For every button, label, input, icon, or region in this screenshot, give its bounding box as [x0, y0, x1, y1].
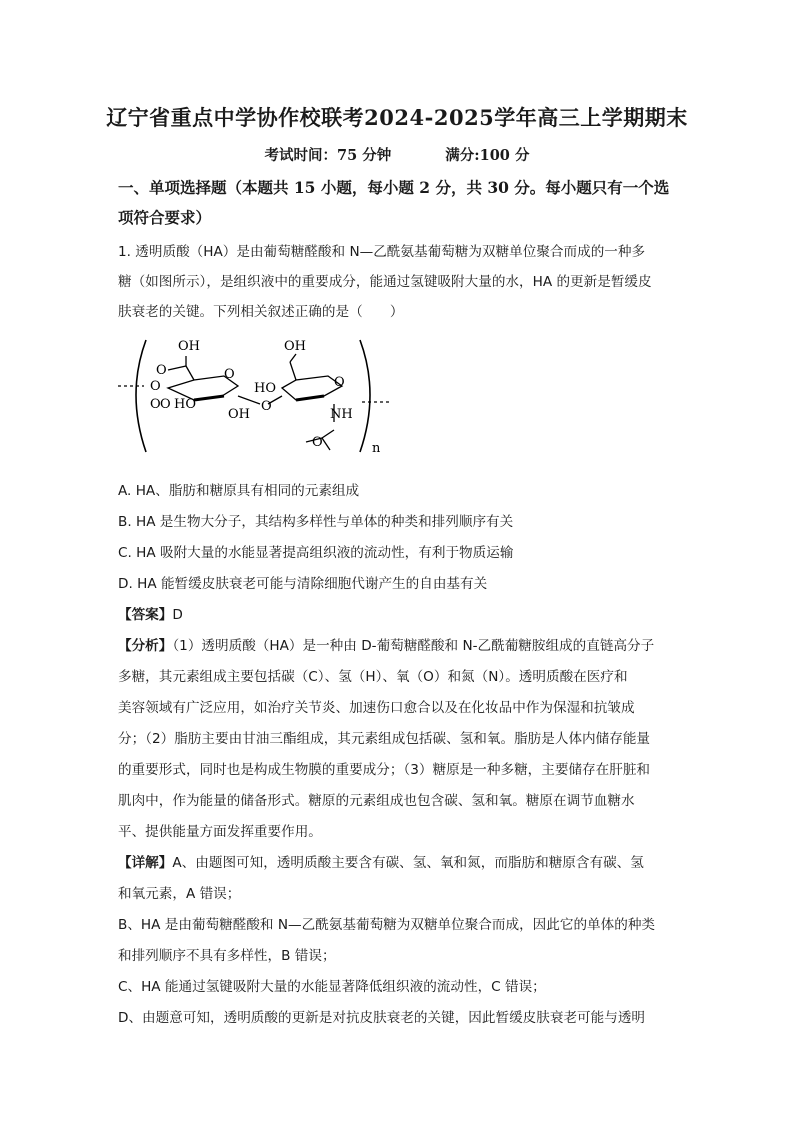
- detail-line-1: 【详解】A、由题图可知，透明质酸主要含有碳、氢、氧和氮，而脂肪和糖原含有碳、氢: [118, 855, 644, 871]
- detail-line-4: 和排列顺序不具有多样性，B 错误；: [118, 948, 336, 964]
- analysis-line-2: 多糖，其元素组成主要包括碳（C）、氢（H）、氧（O）和氮（N）。透明质酸在医疗和: [118, 669, 628, 685]
- answer-tag: 【答案】: [118, 607, 173, 623]
- detail-line-5: C、HA 能通过氢键吸附大量的水能显著降低组织液的流动性，C 错误；: [118, 979, 546, 995]
- label-oh-bottom-left: OH: [228, 407, 250, 422]
- section-heading-line1: 一、单项选择题（本题共 15 小题，每小题 2 分，共 30 分。每小题只有一个选: [118, 178, 670, 197]
- section-heading-line2: 项符合要求）: [118, 208, 212, 227]
- option-c: C. HA 吸附大量的水能显著提高组织液的流动性，有利于物质运输: [118, 545, 514, 561]
- left-paren: [136, 340, 146, 452]
- analysis-line-6: 肌肉中，作为能量的储备形式。糖原的元素组成也包含碳、氢和氧。糖原在调节血糖水: [118, 793, 635, 809]
- analysis-line-1: 【分析】（1）透明质酸（HA）是一种由 D-葡萄糖醛酸和 N-乙酰葡糖胺组成的直链高分子: [118, 638, 655, 654]
- label-o-left-end: O: [150, 379, 161, 394]
- analysis-tag: 【分析】: [118, 638, 173, 654]
- answer-value: D: [172, 607, 183, 623]
- label-nh: NH: [330, 407, 353, 422]
- detail-line-3: B、HA 是由葡萄糖醛酸和 N—乙酰氨基葡萄糖为双糖单位聚合而成，因此它的单体的种类: [118, 917, 656, 933]
- detail-line-6: D、由题意可知，透明质酸的更新是对抗皮肤衰老的关键，因此暂缓皮肤衰老可能与透明: [118, 1010, 646, 1026]
- label-n-repeat: n: [372, 441, 381, 456]
- label-o-carbonyl: O: [156, 363, 167, 378]
- label-o-link: O: [261, 399, 272, 414]
- exam-score: 满分:100 分: [445, 147, 530, 164]
- analysis-line-5: 的重要形式，同时也是构成生物膜的重要成分；（3）糖原是一种多糖，主要储存在肝脏和: [118, 762, 651, 778]
- analysis-line-4: 分；（2）脂肪主要由甘油三酯组成，其元素组成包括碳、氢和氧。脂肪是人体内储存能量: [118, 731, 651, 747]
- label-oh-top-left: OH: [178, 339, 200, 354]
- exam-title: 辽宁省重点中学协作校联考2024-2025学年高三上学期期末: [106, 105, 688, 130]
- label-o-acetyl: O: [312, 435, 323, 450]
- label-oh-top-right: OH: [284, 339, 306, 354]
- analysis-line-7: 平、提供能量方面发挥重要作用。: [118, 824, 322, 840]
- option-d: D. HA 能暂缓皮肤衰老可能与清除细胞代谢产生的自由基有关: [118, 576, 488, 592]
- question-stem-line3: 肤衰老的关键。下列相关叙述正确的是（ ）: [118, 304, 404, 320]
- label-o-ring2: O: [334, 375, 345, 390]
- detail-line-2: 和氧元素，A 错误；: [118, 886, 241, 902]
- option-b: B. HA 是生物大分子，其结构多样性与单体的种类和排列顺序有关: [118, 514, 514, 530]
- analysis-line-3: 美容领域有广泛应用，如治疗关节炎、加速伤口愈合以及在化妆品中作为保湿和抗皱成: [118, 700, 635, 716]
- detail-tag: 【详解】: [118, 855, 173, 871]
- exam-info: [0, 144, 794, 165]
- svg-text:O: O: [160, 397, 171, 412]
- label-ho-left: O: [150, 397, 161, 412]
- right-paren: [360, 340, 370, 452]
- svg-text:HO: HO: [174, 397, 196, 412]
- question-stem-line2: 糖（如图所示），是组织液中的重要成分，能通过氢键吸附大量的水，HA 的更新是暂缓皮: [118, 274, 652, 290]
- exam-time: 考试时间：75 分钟: [264, 147, 392, 164]
- hyaluronic-acid-structure: [116, 334, 396, 459]
- answer-line: [118, 603, 183, 623]
- option-a: A. HA、脂肪和糖原具有相同的元素组成: [118, 483, 360, 499]
- label-o-ring1: O: [224, 367, 235, 382]
- label-ho-bridge: HO: [254, 381, 276, 396]
- question-stem-line1: 1. 透明质酸（HA）是由葡萄糖醛酸和 N—乙酰氨基葡萄糖为双糖单位聚合而成的一种多: [118, 244, 646, 260]
